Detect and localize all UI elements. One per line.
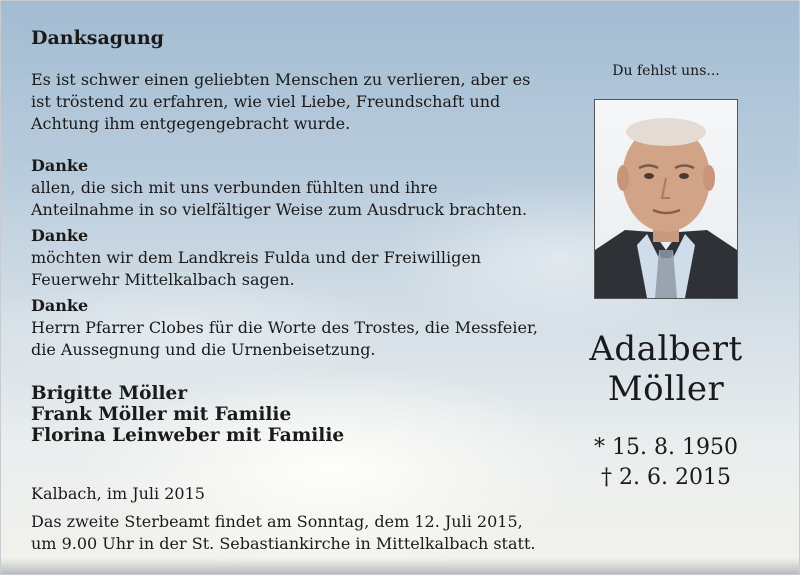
family-member: Brigitte Möller — [31, 383, 188, 404]
miss-you-text: Du fehlst uns... — [612, 63, 720, 79]
service-note: Das zweite Sterbeamt findet am Sonntag, dem 12. Juli 2015, um 9.00 Uhr in der St. Sebastiankirche in Mittelkalbach statt. — [31, 512, 536, 553]
family-member: Florina Leinweber mit Familie — [31, 425, 345, 446]
death-date: † 2. 6. 2015 — [601, 465, 731, 490]
thanks-text: Herrn Pfarrer Clobes für die Worte des Trostes, die Messfeier, die Aussegnung und die Urnenbeisetzung. — [31, 318, 538, 359]
family-member: Frank Möller mit Familie — [31, 404, 292, 425]
birth-date: * 15. 8. 1950 — [594, 435, 738, 460]
first-name: Adalbert — [589, 329, 743, 369]
memorial-column — [581, 63, 751, 493]
thanks-title: Danke — [31, 296, 89, 315]
thanks-block-2 — [31, 225, 541, 291]
portrait-illustration — [595, 100, 737, 298]
thanks-title: Danke — [31, 226, 89, 245]
thanks-text: allen, die sich mit uns verbunden fühlten und ihre Anteilnahme in so vielfältiger Weise zum Ausdruck brachten. — [31, 178, 528, 219]
family-signatures — [31, 383, 541, 446]
heading: Danksagung — [31, 27, 164, 49]
last-name: Möller — [607, 369, 725, 409]
intro-text: Es ist schwer einen geliebten Menschen zu verlieren, aber es ist tröstend zu erfahren, wie viel Liebe, Freundschaft und Achtung ihm entgegengebracht wurde. — [31, 70, 531, 133]
thanks-text: möchten wir dem Landkreis Fulda und der Freiwilligen Feuerwehr Mittelkalbach sagen. — [31, 248, 482, 289]
thanks-block-1 — [31, 155, 541, 221]
horizon-ground — [1, 558, 799, 574]
thanks-column — [31, 27, 541, 555]
portrait-photo — [594, 99, 738, 299]
thanks-block-3 — [31, 295, 541, 361]
thanks-title: Danke — [31, 156, 89, 175]
place-date: Kalbach, im Juli 2015 — [31, 484, 205, 503]
